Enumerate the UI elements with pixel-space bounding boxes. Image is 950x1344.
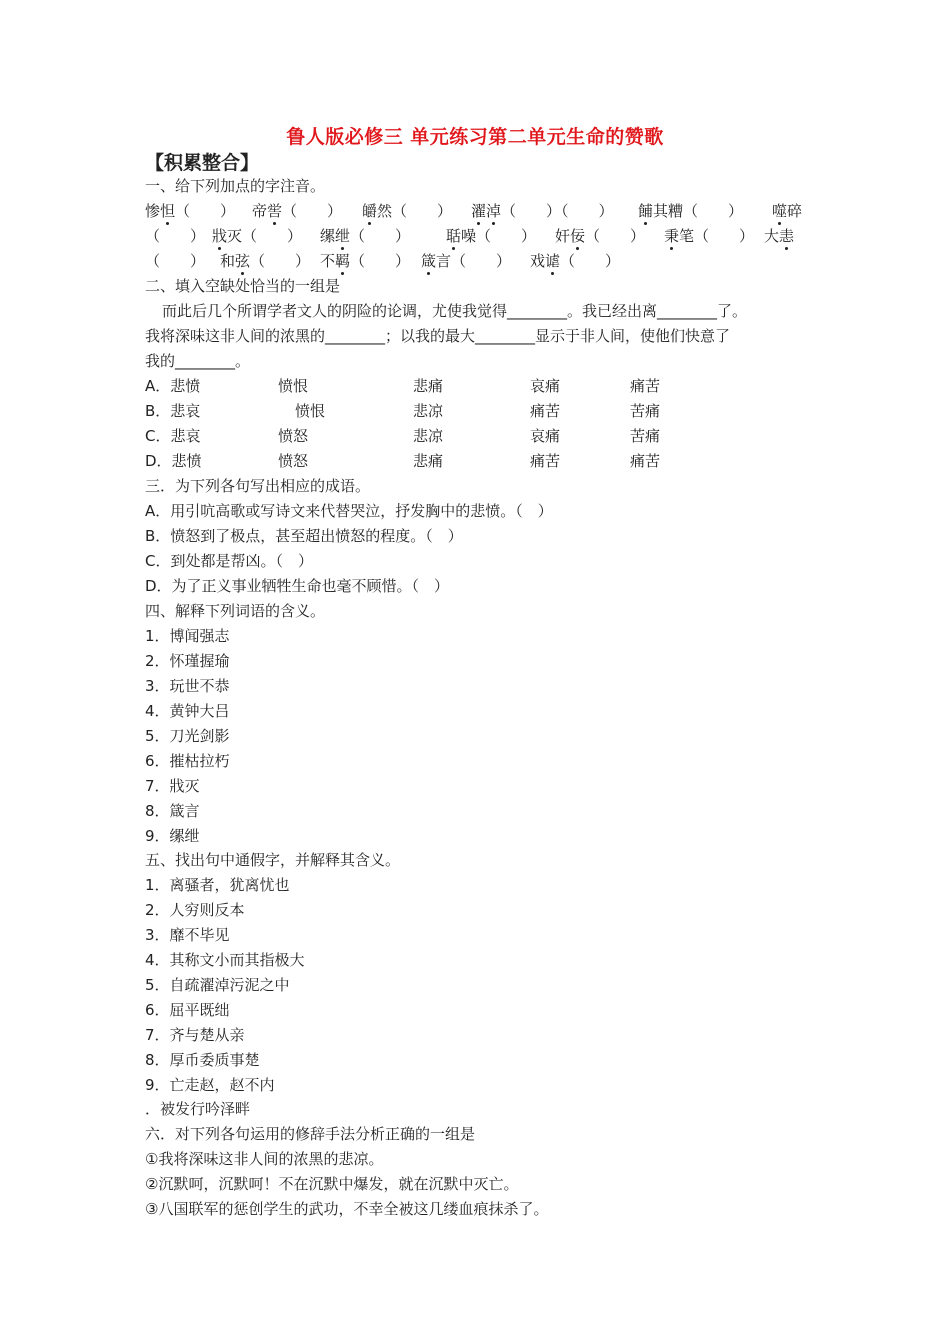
q5-item: 7．齐与楚从亲 (145, 1026, 245, 1044)
q2-text-line: 而此后几个所谓学者文人的阴险的论调，尤使我觉得________。我已经出离________了。 (162, 302, 748, 320)
q1-item: 帝喾（ ） (252, 202, 343, 220)
q4-item: 4．黄钟大吕 (145, 702, 230, 720)
q6-item: ①我将深味这非人间的浓黑的悲凉。 (145, 1150, 384, 1168)
q5-item: 1．离骚者，犹离忧也 (145, 876, 290, 894)
page-title: 鲁人版必修三 单元练习第二单元生命的赞歌 (286, 126, 664, 148)
option-label: C．悲哀 (145, 427, 201, 445)
q3-item: A．用引吭高歌或写诗文来代替哭泣，抒发胸中的悲愤。（ ） (145, 502, 553, 520)
option-word: 悲凉 (413, 402, 444, 420)
q1-item: 和弦（ ） (220, 252, 311, 270)
q5-item: 5．自疏濯淖污泥之中 (145, 976, 290, 994)
q1-item: 缧绁（ ） (320, 227, 411, 245)
q1-item: 噬碎 (772, 202, 803, 220)
q1-item: 大恚 (764, 227, 795, 245)
section-heading: 【积累整合】 (145, 152, 260, 174)
q4-item: 8．箴言 (145, 802, 200, 820)
q1-item: 奸佞（ ） (555, 227, 646, 245)
q4-item: 3．玩世不恭 (145, 677, 230, 695)
q2-text-line: 我将深味这非人间的浓黑的________；以我的最大________显示于非人间，使他们快意了 (145, 327, 731, 345)
q4-item: 7．戕灭 (145, 777, 200, 795)
q5-item: 2．人穷则反本 (145, 901, 245, 919)
option-label: D．悲愤 (145, 452, 202, 470)
option-word: 愤怒 (278, 452, 309, 470)
q5-item: 4．其称文小而其指极大 (145, 951, 305, 969)
q5-item: 3．靡不毕见 (145, 926, 230, 944)
q5-item: ．被发行吟泽畔 (145, 1100, 251, 1118)
q4-item: 9．缧绁 (145, 827, 200, 845)
option-word: 悲凉 (413, 427, 444, 445)
q4-item: 1．博闻强志 (145, 627, 230, 645)
option-label: B．悲哀 (145, 402, 201, 420)
q5-heading: 五、找出句中通假字，并解释其含义。 (145, 851, 401, 869)
q1-item: 濯淖（ ）（ ） (471, 202, 614, 220)
q2-text-line: 我的________。 (145, 352, 251, 370)
option-word: 悲痛 (413, 377, 444, 395)
option-word: 痛苦 (530, 402, 561, 420)
q2-option-c[interactable] (145, 426, 845, 446)
q6-item: ③八国联军的惩创学生的武功，不幸全被这几缕血痕抹杀了。 (145, 1200, 549, 1218)
q4-item: 6．摧枯拉朽 (145, 752, 230, 770)
option-word: 愤恨 (295, 402, 326, 420)
q3-item: B．愤怒到了极点，甚至超出愤怒的程度。（ ） (145, 527, 463, 545)
q5-item: 9．亡走赵，赵不内 (145, 1076, 275, 1094)
q5-item: 8．厚币委质事楚 (145, 1051, 260, 1069)
q3-heading: 三．为下列各句写出相应的成语。 (145, 477, 371, 495)
option-word: 哀痛 (530, 377, 561, 395)
option-word: 愤怒 (278, 427, 309, 445)
q1-item: 皭然（ ） (362, 202, 453, 220)
q2-option-a[interactable] (145, 376, 845, 396)
q1-item: 秉笔（ ） (664, 227, 755, 245)
q4-item: 2．怀瑾握瑜 (145, 652, 230, 670)
q3-item: C．到处都是帮凶。（ ） (145, 552, 313, 570)
q1-item: 箴言（ ） (421, 252, 512, 270)
option-word: 苦痛 (630, 427, 661, 445)
q1-item: 餔其糟（ ） (638, 202, 744, 220)
q6-item: ②沉默呵，沉默呵！不在沉默中爆发，就在沉默中灭亡。 (145, 1175, 519, 1193)
q4-heading: 四、解释下列词语的含义。 (145, 602, 326, 620)
q1-heading: 一、给下列加点的字注音。 (145, 177, 326, 195)
q4-item: 5．刀光剑影 (145, 727, 230, 745)
option-word: 痛苦 (630, 377, 661, 395)
option-word: 哀痛 (530, 427, 561, 445)
q1-item: （ ） (145, 252, 206, 270)
option-word: 痛苦 (530, 452, 561, 470)
option-word: 愤恨 (278, 377, 309, 395)
q6-heading: 六．对下列各句运用的修辞手法分析正确的一组是 (145, 1125, 476, 1143)
q2-option-b[interactable] (145, 401, 845, 421)
q3-item: D．为了正义事业牺牲生命也毫不顾惜。（ ） (145, 577, 450, 595)
q1-item: 聒噪（ ） (446, 227, 537, 245)
q2-option-d[interactable] (145, 451, 845, 471)
q1-item: 戕灭（ ） (212, 227, 303, 245)
option-word: 悲痛 (413, 452, 444, 470)
option-label: A．悲愤 (145, 377, 201, 395)
q1-item: 惨怛（ ） (145, 202, 236, 220)
option-word: 痛苦 (630, 452, 661, 470)
q1-item: 不羁（ ） (320, 252, 411, 270)
q2-heading: 二、填入空缺处恰当的一组是 (145, 277, 341, 295)
q1-item: （ ） (145, 227, 206, 245)
option-word: 苦痛 (630, 402, 661, 420)
q5-item: 6．屈平既绌 (145, 1001, 230, 1019)
q1-item: 戏谑（ ） (530, 252, 621, 270)
